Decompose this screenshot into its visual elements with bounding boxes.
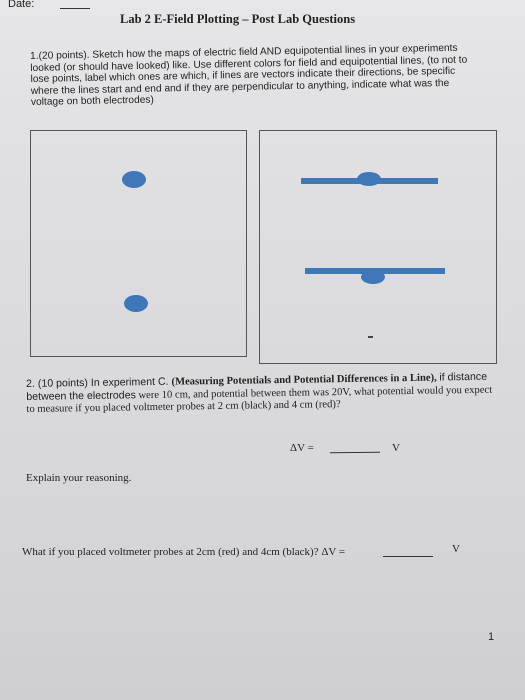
date-blank[interactable] [60, 8, 90, 9]
delta-v-label: ΔV = [290, 442, 314, 454]
sketch-box-parallel-plates[interactable] [259, 130, 497, 364]
question-2-lead: 2. (10 points) In experiment C. [26, 375, 172, 390]
delta-v-answer-blank[interactable] [330, 452, 380, 453]
explain-prompt: Explain your reasoning. [26, 472, 132, 484]
delta-v-unit: V [392, 442, 400, 454]
whatif-answer-blank[interactable] [383, 556, 433, 557]
sketch-box-point-charges[interactable] [30, 130, 247, 357]
whatif-unit: V [452, 543, 460, 555]
question-1-text: 1.(20 points). Sketch how the maps of electric field AND equipotential lines in your experiments looked (or should have looked) like. Use different colors for field and equipotential lines, (to not to lose points, label which ones are which, if lines are vectors indicate their directions, be specific where the lines start and end and if they are perpendicular to anything, indicate what was the voltage on both electrodes) [30, 42, 468, 109]
parallel-plate-top [301, 178, 438, 184]
question-2-if-prefix: if distance between the electrodes [26, 370, 488, 404]
point-electrode-top [122, 171, 146, 188]
question-2-text [26, 371, 502, 417]
point-electrode-bottom [124, 295, 148, 312]
date-label: Date: [8, 0, 35, 10]
question-2-rest: were 10 cm, and potential between them was 20V, what potential would you expect to measure if you placed voltmeter probes at 2 cm (black) and 4 cm (red)? [26, 384, 493, 416]
bottom-plate-bump [361, 270, 385, 284]
question-2-bold: (Measuring Potentials and Potential Differences in a Line), [171, 372, 437, 388]
page-number: 1 [488, 631, 495, 643]
worksheet-title: Lab 2 E-Field Plotting – Post Lab Questions [120, 12, 356, 26]
ink-speck [368, 336, 373, 338]
whatif-question: What if you placed voltmeter probes at 2cm (red) and 4cm (black)? ΔV = [22, 546, 346, 558]
